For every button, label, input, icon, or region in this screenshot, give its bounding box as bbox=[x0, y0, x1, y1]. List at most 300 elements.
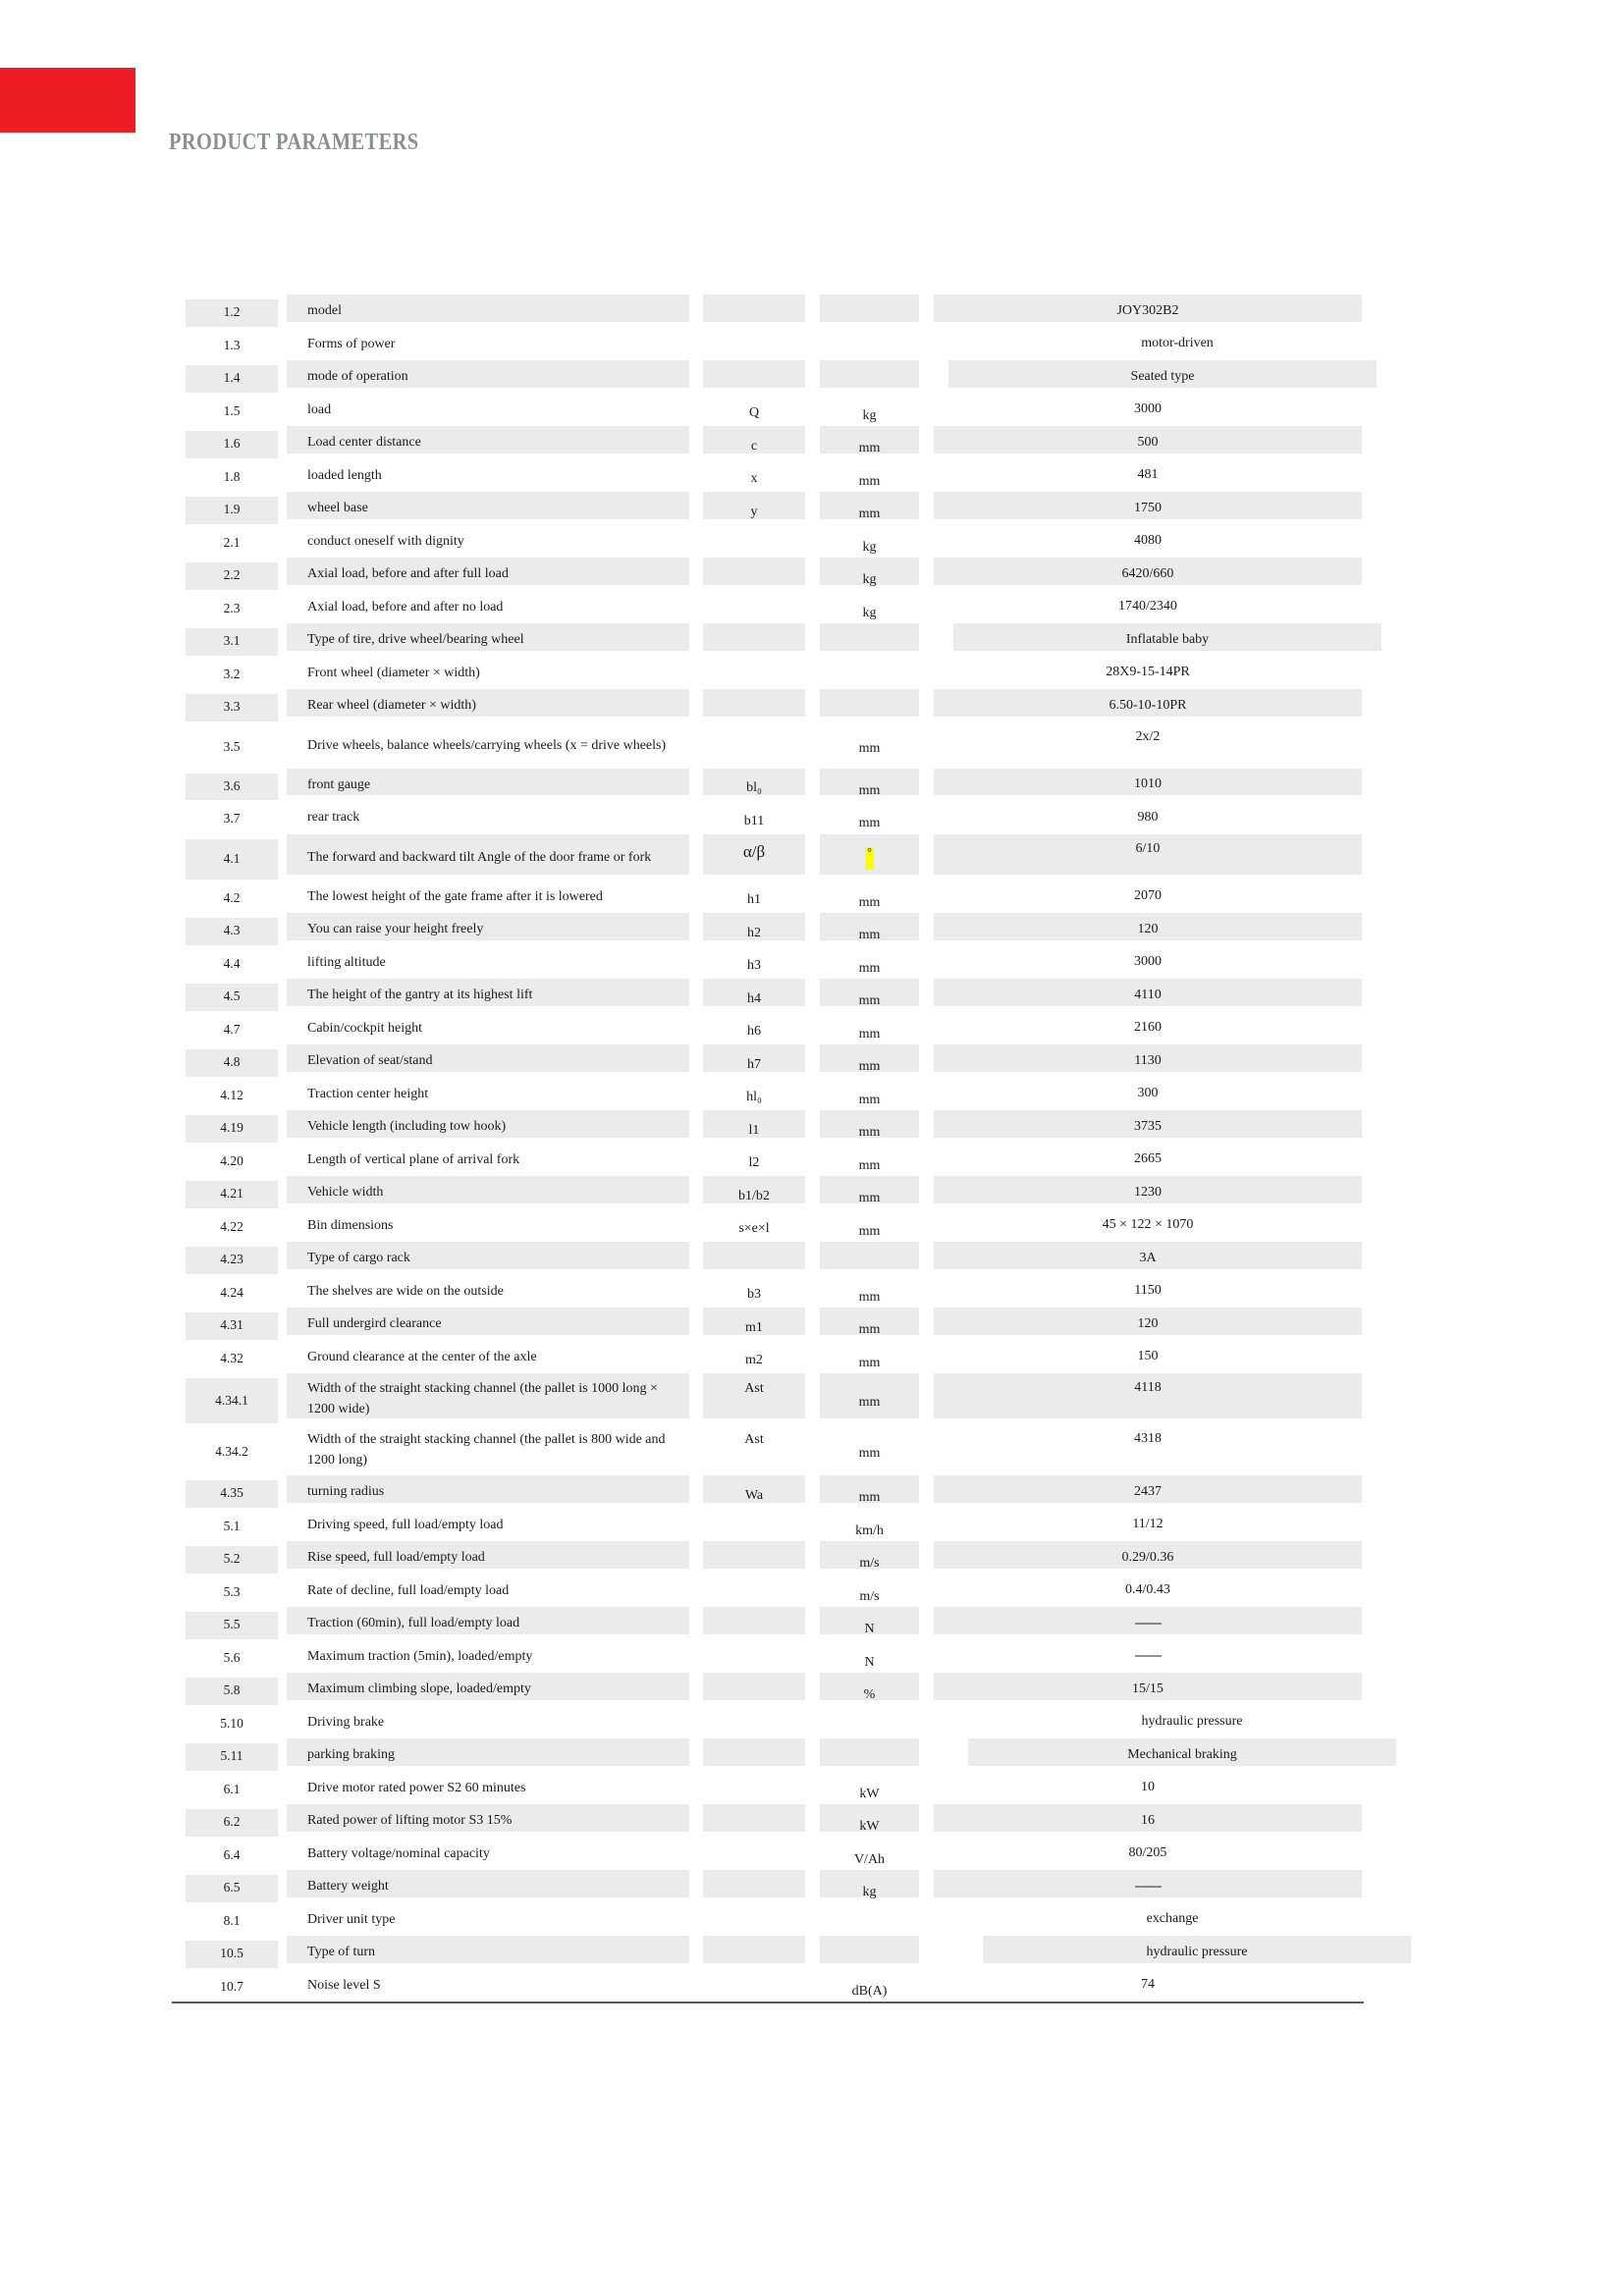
table-row bbox=[186, 1640, 1362, 1674]
table-row bbox=[186, 1176, 1362, 1209]
table-row bbox=[186, 834, 1362, 881]
row-symbol: α/β bbox=[703, 834, 805, 881]
row-value: 1010 bbox=[934, 769, 1362, 802]
table-row bbox=[186, 657, 1362, 690]
table-row bbox=[186, 1209, 1362, 1243]
row-index: 10.7 bbox=[220, 1978, 244, 1994]
row-value: 3000 bbox=[1134, 401, 1162, 417]
row-unit bbox=[820, 1738, 919, 1772]
row-value: 120 bbox=[934, 1308, 1362, 1341]
table-row bbox=[186, 1044, 1362, 1078]
row-index: 4.8 bbox=[186, 1044, 278, 1078]
row-symbol bbox=[703, 1575, 805, 1608]
row-symbol: Ast bbox=[703, 1373, 805, 1424]
row-description: The shelves are wide on the outside bbox=[307, 1283, 504, 1299]
row-value: 1150 bbox=[1134, 1283, 1162, 1299]
page-title: PRODUCT PARAMETERS bbox=[169, 130, 419, 155]
row-description: Rear wheel (diameter × width) bbox=[287, 689, 689, 722]
row-description: Noise level S bbox=[307, 1977, 381, 1993]
row-value: 45 × 122 × 1070 bbox=[1102, 1217, 1194, 1233]
row-symbol bbox=[703, 591, 805, 624]
row-symbol bbox=[703, 1870, 805, 1903]
row-index: 4.34.1 bbox=[186, 1373, 278, 1424]
table-row bbox=[186, 801, 1362, 834]
row-index: 3.7 bbox=[223, 811, 241, 827]
row-value: 0.4/0.43 bbox=[1125, 1582, 1170, 1598]
row-symbol: b3 bbox=[747, 1287, 761, 1303]
row-value: 74 bbox=[1141, 1977, 1155, 1993]
row-unit: mm bbox=[820, 1176, 919, 1209]
row-unit bbox=[820, 1242, 919, 1275]
row-value: 4118 bbox=[934, 1373, 1362, 1424]
table-row bbox=[186, 1110, 1362, 1144]
row-index: 4.3 bbox=[186, 913, 278, 946]
table-row bbox=[186, 881, 1362, 914]
row-index: 1.3 bbox=[223, 337, 241, 352]
row-description: Ground clearance at the center of the axle bbox=[307, 1349, 537, 1364]
table-row bbox=[186, 591, 1362, 624]
row-index: 5.10 bbox=[220, 1715, 244, 1731]
row-symbol: h4 bbox=[703, 979, 805, 1012]
table-row bbox=[186, 1804, 1362, 1838]
row-symbol bbox=[703, 360, 805, 394]
row-description: You can raise your height freely bbox=[287, 913, 689, 946]
row-unit bbox=[820, 1936, 919, 1969]
row-index: 4.22 bbox=[220, 1218, 244, 1234]
row-unit: V/Ah bbox=[853, 1851, 886, 1867]
row-index: 5.6 bbox=[223, 1649, 241, 1665]
table-row bbox=[186, 913, 1362, 946]
table-row bbox=[186, 1541, 1362, 1575]
row-description: Driving brake bbox=[307, 1714, 385, 1730]
table-row bbox=[186, 360, 1362, 394]
row-index: 6.4 bbox=[223, 1846, 241, 1862]
table-row bbox=[186, 769, 1362, 802]
row-value: 6420/660 bbox=[934, 558, 1362, 591]
row-index: 6.5 bbox=[186, 1870, 278, 1903]
table-row bbox=[186, 459, 1362, 493]
row-value: 6/10 bbox=[934, 834, 1362, 881]
row-description: turning radius bbox=[287, 1475, 689, 1509]
row-description: Drive wheels, balance wheels/carrying wheels (x = drive wheels) bbox=[307, 737, 667, 753]
row-description: Width of the straight stacking channel (the pallet is 800 wide and 1200 long) bbox=[307, 1432, 666, 1468]
table-row bbox=[186, 1575, 1362, 1608]
table-row bbox=[186, 1275, 1362, 1308]
row-symbol: m1 bbox=[703, 1308, 805, 1341]
row-value: 300 bbox=[1137, 1086, 1159, 1101]
row-value: 150 bbox=[1137, 1349, 1159, 1364]
row-value: 1230 bbox=[934, 1176, 1362, 1209]
table-row bbox=[186, 1078, 1362, 1111]
row-description: front gauge bbox=[287, 769, 689, 802]
row-value: 80/205 bbox=[1128, 1845, 1167, 1861]
row-unit: mm bbox=[858, 741, 881, 756]
table-row bbox=[186, 1870, 1362, 1903]
row-unit: mm bbox=[858, 1223, 881, 1239]
row-value: exchange bbox=[1146, 1911, 1199, 1927]
row-unit: kW bbox=[820, 1804, 919, 1838]
row-description: conduct oneself with dignity bbox=[307, 533, 464, 549]
row-value: 3000 bbox=[1134, 954, 1162, 970]
row-description: model bbox=[287, 294, 689, 328]
red-accent-block bbox=[0, 68, 135, 133]
table-row bbox=[186, 1144, 1362, 1177]
row-symbol: x bbox=[750, 471, 758, 487]
row-description: Traction (60min), full load/empty load bbox=[287, 1607, 689, 1640]
row-description: load bbox=[307, 401, 332, 417]
row-value: 1130 bbox=[934, 1044, 1362, 1078]
row-index: 4.4 bbox=[223, 955, 241, 971]
row-description: Axial load, before and after full load bbox=[287, 558, 689, 591]
row-unit: m/s bbox=[820, 1541, 919, 1575]
row-index: 4.12 bbox=[220, 1087, 244, 1102]
row-value: 2160 bbox=[1134, 1020, 1162, 1036]
row-unit: mm bbox=[820, 1044, 919, 1078]
row-symbol: l2 bbox=[748, 1155, 760, 1171]
row-unit: mm bbox=[820, 979, 919, 1012]
row-symbol bbox=[703, 1738, 805, 1772]
row-index: 1.5 bbox=[223, 402, 241, 418]
row-description: Load center distance bbox=[287, 426, 689, 459]
table-row bbox=[186, 1969, 1362, 2002]
row-description: mode of operation bbox=[287, 360, 689, 394]
row-description: Length of vertical plane of arrival fork bbox=[307, 1151, 520, 1167]
table-row bbox=[186, 525, 1362, 559]
row-index: 4.2 bbox=[223, 889, 241, 905]
row-description: lifting altitude bbox=[307, 954, 386, 970]
row-unit: dB(A) bbox=[851, 1983, 888, 1999]
row-symbol: bl₀ bbox=[703, 769, 805, 802]
row-description: wheel base bbox=[287, 492, 689, 525]
row-symbol bbox=[703, 1673, 805, 1706]
row-value: hydraulic pressure bbox=[1141, 1714, 1243, 1730]
row-value: 4080 bbox=[1134, 533, 1162, 549]
row-symbol bbox=[703, 294, 805, 328]
row-description: Driver unit type bbox=[307, 1911, 396, 1927]
table-row bbox=[186, 722, 1362, 769]
row-unit: kg bbox=[862, 407, 877, 423]
row-symbol: h2 bbox=[703, 913, 805, 946]
table-row bbox=[186, 426, 1362, 459]
row-value: 2x/2 bbox=[1135, 728, 1161, 744]
row-value: 500 bbox=[934, 426, 1362, 459]
table-row bbox=[186, 1373, 1362, 1424]
row-unit: kg bbox=[862, 539, 877, 555]
row-index: 4.7 bbox=[223, 1021, 241, 1037]
row-description: Type of tire, drive wheel/bearing wheel bbox=[287, 623, 689, 657]
row-value: 2070 bbox=[1134, 888, 1162, 904]
table-row bbox=[186, 1673, 1362, 1706]
table-row bbox=[186, 1706, 1362, 1739]
row-description: Type of turn bbox=[287, 1936, 689, 1969]
row-index: 8.1 bbox=[223, 1912, 241, 1928]
table-row bbox=[186, 1012, 1362, 1045]
row-symbol: h3 bbox=[747, 958, 761, 974]
row-unit: mm bbox=[858, 1446, 881, 1461]
row-index: 1.4 bbox=[186, 360, 278, 394]
row-description: Front wheel (diameter × width) bbox=[307, 665, 480, 680]
row-unit bbox=[820, 360, 919, 394]
row-value: —— bbox=[1135, 1648, 1161, 1664]
row-description: rear track bbox=[307, 810, 360, 826]
row-index: 4.20 bbox=[220, 1152, 244, 1168]
row-unit bbox=[820, 834, 919, 881]
table-row bbox=[186, 492, 1362, 525]
table-row bbox=[186, 394, 1362, 427]
row-symbol bbox=[703, 1509, 805, 1542]
row-description: Vehicle length (including tow hook) bbox=[287, 1110, 689, 1144]
row-index: 6.2 bbox=[186, 1804, 278, 1838]
row-unit: mm bbox=[858, 1092, 881, 1107]
row-unit: mm bbox=[858, 960, 881, 976]
row-unit: kg bbox=[820, 1870, 919, 1903]
row-index: 5.3 bbox=[223, 1583, 241, 1599]
row-symbol bbox=[703, 328, 805, 361]
row-value: Inflatable baby bbox=[953, 623, 1381, 657]
row-symbol: h1 bbox=[747, 892, 761, 908]
row-index: 2.3 bbox=[223, 600, 241, 615]
row-unit: N bbox=[820, 1607, 919, 1640]
table-row bbox=[186, 328, 1362, 361]
row-value: 0.29/0.36 bbox=[934, 1541, 1362, 1575]
row-unit: km/h bbox=[855, 1522, 884, 1538]
row-value: 4318 bbox=[1134, 1431, 1162, 1446]
row-symbol bbox=[703, 558, 805, 591]
row-value: 1740/2340 bbox=[1118, 599, 1177, 614]
row-value: 1750 bbox=[934, 492, 1362, 525]
row-description: Maximum climbing slope, loaded/empty bbox=[287, 1673, 689, 1706]
row-value: 28X9-15-14PR bbox=[1106, 665, 1190, 680]
row-description: The forward and backward tilt Angle of the door frame or fork bbox=[287, 834, 689, 881]
table-row bbox=[186, 946, 1362, 980]
table-row bbox=[186, 1475, 1362, 1509]
row-description: Battery voltage/nominal capacity bbox=[307, 1845, 490, 1861]
row-unit bbox=[820, 689, 919, 722]
row-symbol: h6 bbox=[747, 1024, 761, 1040]
row-value: 980 bbox=[1137, 809, 1159, 825]
row-description: Axial load, before and after no load bbox=[307, 599, 504, 614]
row-description: Type of cargo rack bbox=[287, 1242, 689, 1275]
row-index: 1.9 bbox=[186, 492, 278, 525]
row-index: 1.8 bbox=[223, 468, 241, 484]
row-index: 3.3 bbox=[186, 689, 278, 722]
row-index: 6.1 bbox=[223, 1781, 241, 1796]
row-symbol bbox=[703, 1838, 805, 1871]
row-index: 4.1 bbox=[186, 834, 278, 881]
row-value: 10 bbox=[1141, 1780, 1155, 1795]
table-row bbox=[186, 1341, 1362, 1374]
row-unit: mm bbox=[820, 913, 919, 946]
table-row bbox=[186, 1936, 1362, 1969]
row-index: 3.6 bbox=[186, 769, 278, 802]
row-symbol: l1 bbox=[703, 1110, 805, 1144]
row-symbol: b11 bbox=[743, 813, 765, 828]
row-symbol bbox=[703, 1969, 805, 2002]
row-value: 15/15 bbox=[934, 1673, 1362, 1706]
row-index: 1.6 bbox=[186, 426, 278, 459]
row-description: Full undergird clearance bbox=[287, 1308, 689, 1341]
row-index: 2.1 bbox=[223, 534, 241, 550]
row-unit: mm bbox=[858, 1289, 881, 1305]
row-index: 1.2 bbox=[186, 294, 278, 328]
row-unit bbox=[820, 623, 919, 657]
table-row bbox=[186, 294, 1362, 328]
row-unit: mm bbox=[858, 1355, 881, 1370]
table-row bbox=[186, 689, 1362, 722]
row-value: 3A bbox=[934, 1242, 1362, 1275]
row-description: The lowest height of the gate frame after it is lowered bbox=[307, 888, 603, 904]
row-index: 4.35 bbox=[186, 1475, 278, 1509]
row-unit: kW bbox=[859, 1786, 880, 1801]
row-symbol bbox=[703, 722, 805, 769]
row-symbol bbox=[703, 1607, 805, 1640]
row-index: 3.1 bbox=[186, 623, 278, 657]
row-symbol: h7 bbox=[703, 1044, 805, 1078]
row-unit: mm bbox=[820, 1110, 919, 1144]
row-description: Rated power of lifting motor S3 15% bbox=[287, 1804, 689, 1838]
row-symbol: s×e×l bbox=[738, 1221, 770, 1237]
row-description: parking braking bbox=[287, 1738, 689, 1772]
row-unit: mm bbox=[820, 426, 919, 459]
row-symbol: b1/b2 bbox=[703, 1176, 805, 1209]
table-row bbox=[186, 1838, 1362, 1871]
row-description: Vehicle width bbox=[287, 1176, 689, 1209]
row-index: 5.1 bbox=[223, 1518, 241, 1533]
row-symbol bbox=[703, 1640, 805, 1674]
row-unit: kg bbox=[862, 605, 877, 620]
row-description: Maximum traction (5min), loaded/empty bbox=[307, 1648, 533, 1664]
row-unit: mm bbox=[820, 1373, 919, 1424]
row-value: 120 bbox=[934, 913, 1362, 946]
table-bottom-rule bbox=[172, 2002, 1364, 2003]
row-symbol bbox=[703, 1936, 805, 1969]
table-row bbox=[186, 1308, 1362, 1341]
row-symbol: Ast bbox=[744, 1432, 764, 1447]
row-value: 4110 bbox=[934, 979, 1362, 1012]
row-value: 2665 bbox=[1134, 1151, 1162, 1167]
row-unit: mm bbox=[858, 1157, 881, 1173]
row-value: 2437 bbox=[934, 1475, 1362, 1509]
row-description: Rate of decline, full load/empty load bbox=[307, 1582, 510, 1598]
row-description: Elevation of seat/stand bbox=[287, 1044, 689, 1078]
row-symbol bbox=[703, 525, 805, 559]
row-index: 4.21 bbox=[186, 1176, 278, 1209]
row-symbol bbox=[703, 1903, 805, 1937]
row-index: 3.5 bbox=[223, 738, 241, 754]
row-index: 4.23 bbox=[186, 1242, 278, 1275]
row-symbol bbox=[703, 657, 805, 690]
row-unit bbox=[820, 1903, 919, 1937]
row-symbol bbox=[703, 623, 805, 657]
row-description: Rise speed, full load/empty load bbox=[287, 1541, 689, 1575]
row-value: 16 bbox=[934, 1804, 1362, 1838]
row-unit: m/s bbox=[859, 1588, 880, 1604]
table-row bbox=[186, 1424, 1362, 1475]
row-symbol: Q bbox=[748, 405, 760, 421]
row-value: motor-driven bbox=[1141, 336, 1214, 351]
row-symbol: y bbox=[703, 492, 805, 525]
row-index: 4.32 bbox=[220, 1350, 244, 1365]
row-description: Battery weight bbox=[287, 1870, 689, 1903]
row-value: Mechanical braking bbox=[968, 1738, 1396, 1772]
row-unit: mm bbox=[858, 816, 881, 831]
row-value: 3735 bbox=[934, 1110, 1362, 1144]
row-symbol: c bbox=[703, 426, 805, 459]
row-symbol: Wa bbox=[703, 1475, 805, 1509]
row-description: Cabin/cockpit height bbox=[307, 1020, 423, 1036]
row-index: 4.24 bbox=[220, 1284, 244, 1300]
row-description: Traction center height bbox=[307, 1086, 429, 1101]
row-unit: mm bbox=[858, 1026, 881, 1041]
row-unit: mm bbox=[820, 1308, 919, 1341]
row-index: 5.8 bbox=[186, 1673, 278, 1706]
row-value: 11/12 bbox=[1132, 1517, 1164, 1532]
row-unit: % bbox=[820, 1673, 919, 1706]
row-description: Forms of power bbox=[307, 336, 396, 351]
table-row bbox=[186, 1738, 1362, 1772]
row-symbol: hl₀ bbox=[746, 1090, 762, 1105]
row-symbol bbox=[703, 1804, 805, 1838]
parameters-table bbox=[186, 294, 1362, 2002]
row-unit: mm bbox=[820, 769, 919, 802]
row-unit bbox=[820, 657, 919, 690]
row-unit: mm bbox=[820, 492, 919, 525]
table-row bbox=[186, 1242, 1362, 1275]
table-row bbox=[186, 1772, 1362, 1805]
row-description: Bin dimensions bbox=[307, 1217, 394, 1233]
row-symbol bbox=[703, 1541, 805, 1575]
row-symbol bbox=[703, 1706, 805, 1739]
table-row bbox=[186, 1903, 1362, 1937]
row-index: 4.31 bbox=[186, 1308, 278, 1341]
row-value: Seated type bbox=[948, 360, 1377, 394]
row-unit: mm bbox=[858, 473, 881, 489]
row-description: The height of the gantry at its highest lift bbox=[287, 979, 689, 1012]
degree-highlight: ° bbox=[865, 847, 874, 870]
row-unit bbox=[820, 1706, 919, 1739]
row-symbol bbox=[703, 689, 805, 722]
row-index: 10.5 bbox=[186, 1936, 278, 1969]
row-index: 5.2 bbox=[186, 1541, 278, 1575]
row-value: JOY302B2 bbox=[934, 294, 1362, 328]
row-description: loaded length bbox=[307, 467, 382, 483]
row-unit: kg bbox=[820, 558, 919, 591]
row-index: 5.11 bbox=[186, 1738, 278, 1772]
row-value: —— bbox=[934, 1870, 1362, 1903]
row-symbol bbox=[703, 1772, 805, 1805]
table-row bbox=[186, 1509, 1362, 1542]
row-unit bbox=[820, 328, 919, 361]
row-index: 2.2 bbox=[186, 558, 278, 591]
row-index: 4.19 bbox=[186, 1110, 278, 1144]
row-index: 4.34.2 bbox=[215, 1443, 248, 1459]
row-unit bbox=[820, 294, 919, 328]
table-row bbox=[186, 1607, 1362, 1640]
table-row bbox=[186, 979, 1362, 1012]
row-symbol: m2 bbox=[745, 1353, 763, 1368]
table-row bbox=[186, 558, 1362, 591]
row-unit: mm bbox=[858, 894, 881, 910]
table-row bbox=[186, 623, 1362, 657]
row-description: Driving speed, full load/empty load bbox=[307, 1517, 504, 1532]
row-value: 6.50-10-10PR bbox=[934, 689, 1362, 722]
row-description: Drive motor rated power S2 60 minutes bbox=[307, 1780, 526, 1795]
row-value: hydraulic pressure bbox=[983, 1936, 1411, 1969]
row-value: 481 bbox=[1137, 467, 1159, 483]
row-symbol bbox=[703, 1242, 805, 1275]
row-unit: mm bbox=[820, 1475, 919, 1509]
row-index: 4.5 bbox=[186, 979, 278, 1012]
